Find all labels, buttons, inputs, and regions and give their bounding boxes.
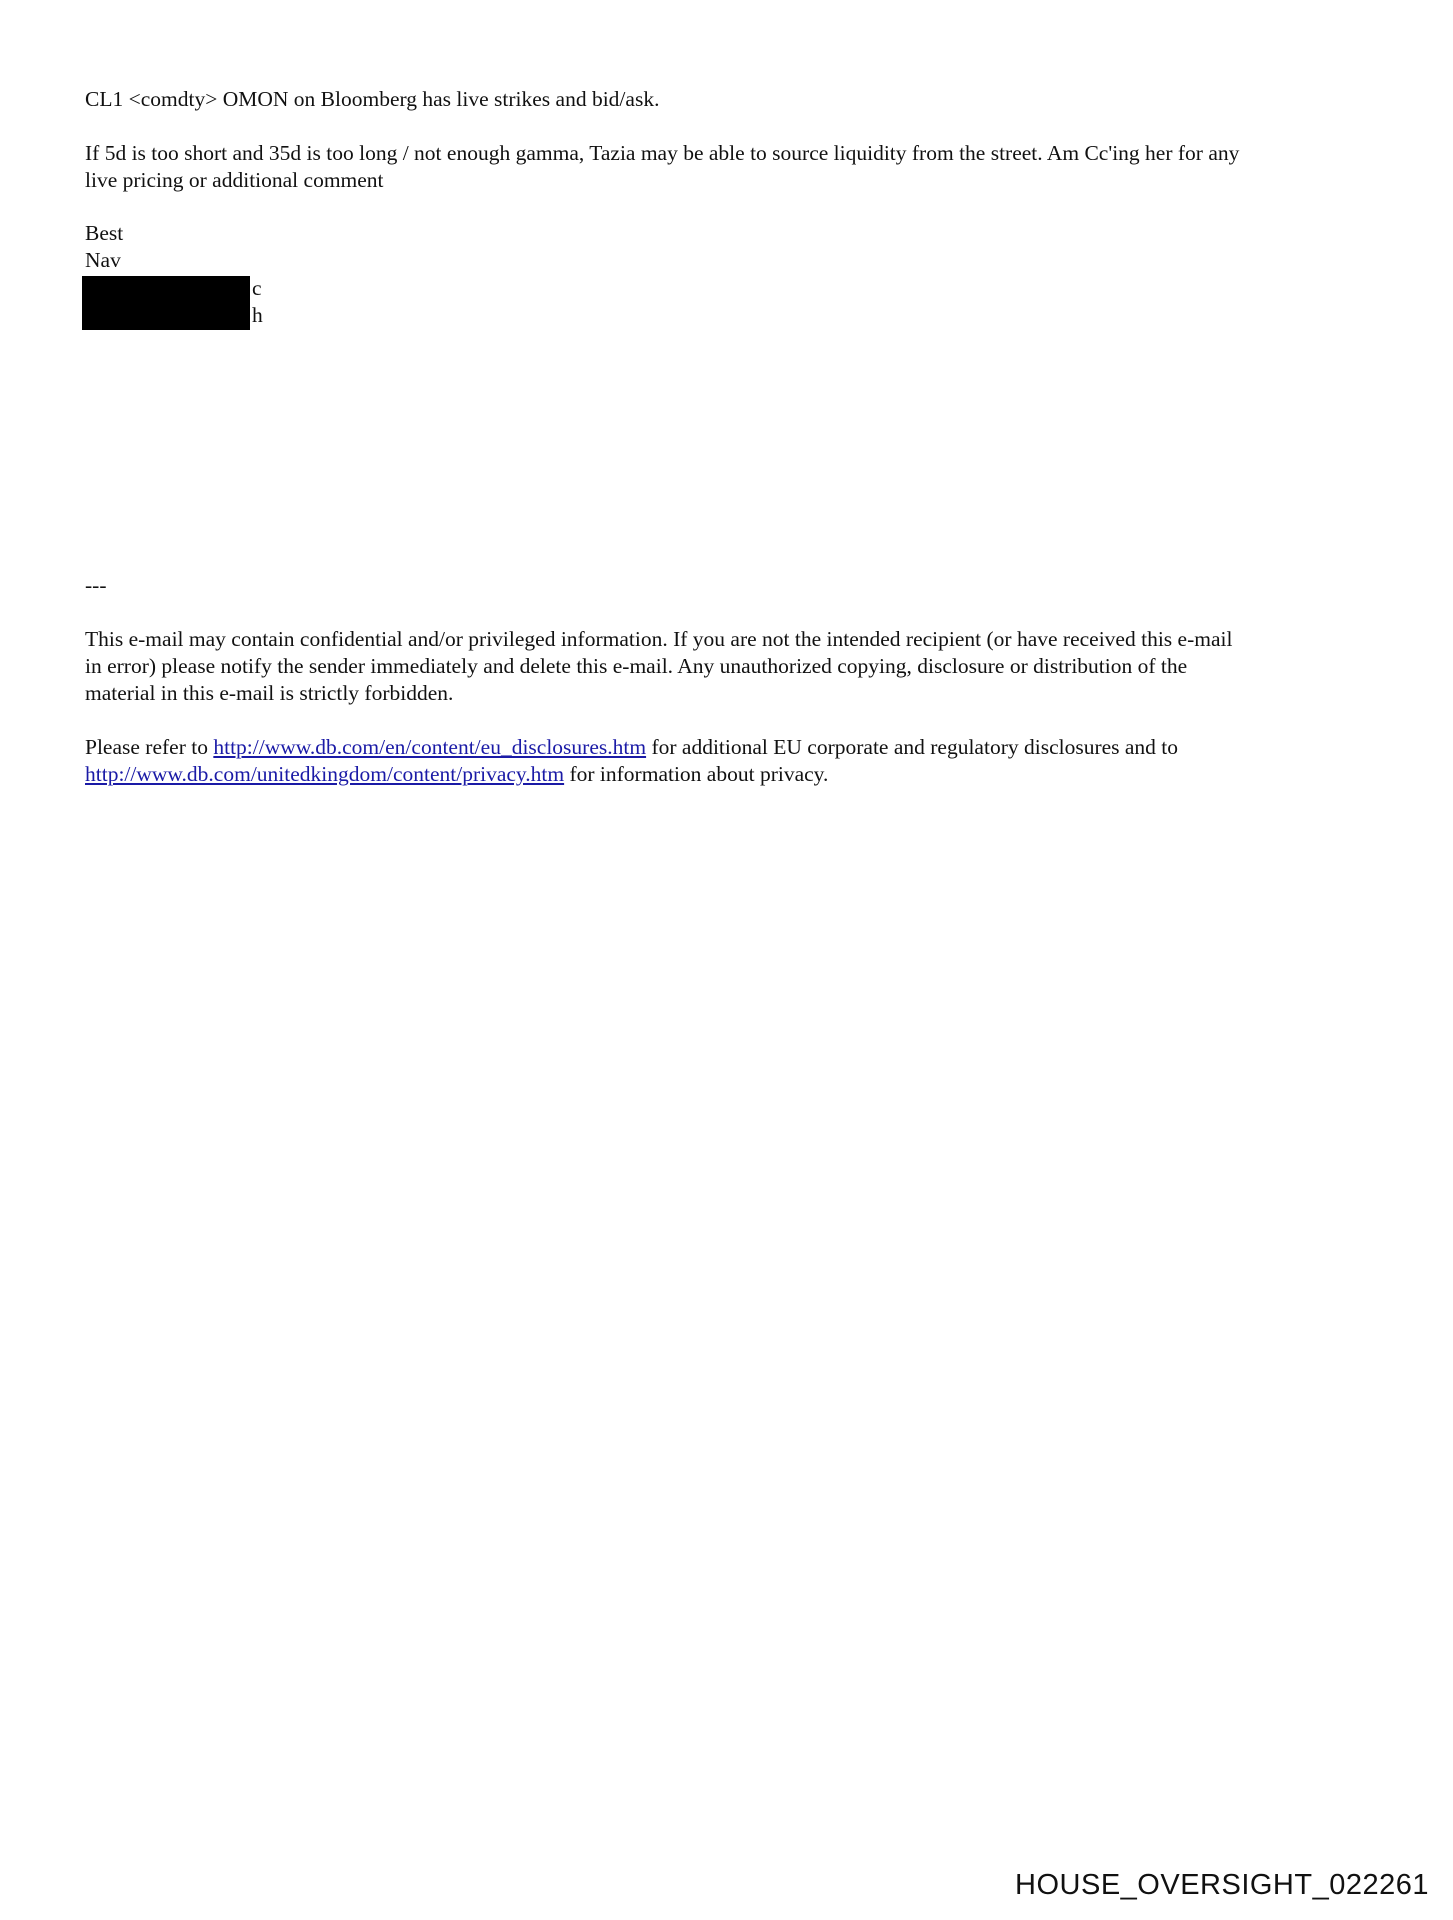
disclaimer-text: in error) please notify the sender immediately and delete this e-mail. Any unauthorized copying, disclosure or distribution of the xyxy=(85,654,1188,678)
document-id: HOUSE_OVERSIGHT_022261 xyxy=(1015,1869,1429,1901)
disclaimer-text: This e-mail may contain confidential and/or privileged information. If you are not the intended recipient (or have received this e-mail xyxy=(85,627,1233,651)
signer-name: Nav xyxy=(85,248,121,272)
refer-suffix-text: for information about privacy. xyxy=(564,762,829,786)
refer-middle-text: for additional EU corporate and regulatory disclosures and to xyxy=(646,735,1179,759)
disclaimer-text: material in this e-mail is strictly forbidden. xyxy=(85,681,454,705)
disclosures-notice xyxy=(85,734,1375,788)
signoff-text: Best xyxy=(85,221,124,245)
email-text: If 5d is too short and 35d is too long / not enough gamma, Tazia may be able to source liquidity from the street. Am Cc'ing her for any xyxy=(85,141,1240,165)
disclosures-line-1 xyxy=(85,734,1375,761)
email-text: live pricing or additional comment xyxy=(85,168,384,192)
disclosures-line-2 xyxy=(85,761,1375,788)
email-paragraph-liquidity xyxy=(85,140,1375,194)
footer-separator xyxy=(85,572,1375,599)
refer-prefix-text: Please refer to xyxy=(85,735,214,759)
email-line-bloomberg xyxy=(85,86,1375,113)
email-signature xyxy=(85,220,1375,274)
signature-suffix: c xyxy=(252,276,262,300)
separator-text: --- xyxy=(85,573,107,597)
privacy-link[interactable]: http://www.db.com/unitedkingdom/content/privacy.htm xyxy=(85,762,565,786)
signature-suffix: h xyxy=(252,303,263,327)
email-text: CL1 <comdty> OMON on Bloomberg has live strikes and bid/ask. xyxy=(85,87,660,111)
eu-disclosures-link[interactable]: http://www.db.com/en/content/eu_disclosures.htm xyxy=(213,735,647,759)
confidentiality-disclaimer xyxy=(85,626,1375,707)
redaction-block xyxy=(82,276,250,330)
